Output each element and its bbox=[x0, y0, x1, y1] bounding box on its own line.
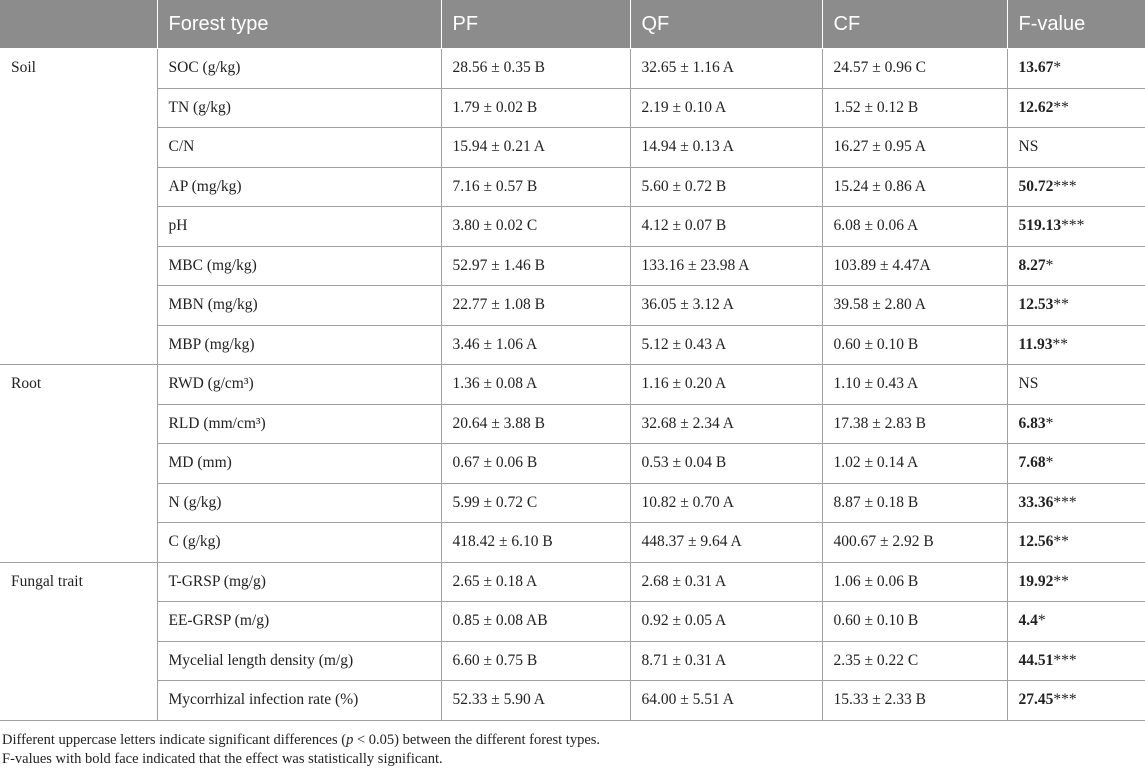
f-value: 12.53 bbox=[1018, 296, 1054, 314]
f-value-cell bbox=[1007, 602, 1145, 642]
pf-cell: 52.97 ± 1.46 B bbox=[441, 246, 630, 286]
pf-cell: 3.46 ± 1.06 A bbox=[441, 325, 630, 365]
table-row bbox=[0, 365, 1145, 405]
f-value-cell bbox=[1007, 49, 1145, 89]
header-f-value: F-value bbox=[1007, 0, 1145, 49]
significance-stars: *** bbox=[1053, 493, 1077, 511]
table-footnotes bbox=[2, 731, 600, 769]
parameter-cell: C (g/kg) bbox=[157, 523, 441, 563]
pf-cell: 1.36 ± 0.08 A bbox=[441, 365, 630, 405]
parameter-cell: C/N bbox=[157, 128, 441, 168]
f-value-cell bbox=[1007, 562, 1145, 602]
f-value-cell bbox=[1007, 286, 1145, 326]
f-value: 12.56 bbox=[1018, 533, 1054, 551]
cf-cell: 1.06 ± 0.06 B bbox=[822, 562, 1007, 602]
qf-cell: 5.60 ± 0.72 B bbox=[630, 167, 822, 207]
f-value: 11.93 bbox=[1018, 335, 1053, 353]
pf-cell: 20.64 ± 3.88 B bbox=[441, 404, 630, 444]
qf-cell: 10.82 ± 0.70 A bbox=[630, 483, 822, 523]
cf-cell: 17.38 ± 2.83 B bbox=[822, 404, 1007, 444]
cf-cell: 24.57 ± 0.96 C bbox=[822, 49, 1007, 89]
table-row bbox=[0, 641, 1145, 681]
header-pf: PF bbox=[441, 0, 630, 49]
parameter-cell: RWD (g/cm³) bbox=[157, 365, 441, 405]
f-value: 12.62 bbox=[1018, 98, 1054, 116]
parameter-cell: Mycelial length density (m/g) bbox=[157, 641, 441, 681]
cf-cell: 103.89 ± 4.47A bbox=[822, 246, 1007, 286]
table-row bbox=[0, 404, 1145, 444]
qf-cell: 133.16 ± 23.98 A bbox=[630, 246, 822, 286]
significance-stars: ** bbox=[1053, 533, 1069, 551]
table-row bbox=[0, 681, 1145, 721]
qf-cell: 36.05 ± 3.12 A bbox=[630, 286, 822, 326]
parameter-cell: EE-GRSP (m/g) bbox=[157, 602, 441, 642]
pf-cell: 15.94 ± 0.21 A bbox=[441, 128, 630, 168]
header-forest-type: Forest type bbox=[157, 0, 441, 49]
header-qf: QF bbox=[630, 0, 822, 49]
qf-cell: 32.65 ± 1.16 A bbox=[630, 49, 822, 89]
table-row bbox=[0, 207, 1145, 247]
f-value: 4.4 bbox=[1018, 612, 1038, 630]
pf-cell: 0.67 ± 0.06 B bbox=[441, 444, 630, 484]
significance-stars: *** bbox=[1061, 217, 1085, 235]
table-row bbox=[0, 483, 1145, 523]
f-value: 27.45 bbox=[1018, 691, 1054, 709]
f-value: 19.92 bbox=[1018, 572, 1054, 590]
parameter-cell: Mycorrhizal infection rate (%) bbox=[157, 681, 441, 721]
header-category bbox=[0, 0, 157, 49]
table-row bbox=[0, 49, 1145, 89]
pf-cell: 0.85 ± 0.08 AB bbox=[441, 602, 630, 642]
f-value-cell bbox=[1007, 246, 1145, 286]
qf-cell: 2.68 ± 0.31 A bbox=[630, 562, 822, 602]
table-row bbox=[0, 286, 1145, 326]
cf-cell: 8.87 ± 0.18 B bbox=[822, 483, 1007, 523]
pf-cell: 5.99 ± 0.72 C bbox=[441, 483, 630, 523]
f-value: 7.68 bbox=[1018, 454, 1046, 472]
parameter-cell: TN (g/kg) bbox=[157, 88, 441, 128]
f-value: NS bbox=[1018, 375, 1039, 393]
table-row bbox=[0, 444, 1145, 484]
cf-cell: 16.27 ± 0.95 A bbox=[822, 128, 1007, 168]
cf-cell: 15.24 ± 0.86 A bbox=[822, 167, 1007, 207]
f-value: 8.27 bbox=[1018, 256, 1046, 274]
qf-cell: 14.94 ± 0.13 A bbox=[630, 128, 822, 168]
parameter-cell: AP (mg/kg) bbox=[157, 167, 441, 207]
qf-cell: 64.00 ± 5.51 A bbox=[630, 681, 822, 721]
f-value: 50.72 bbox=[1018, 177, 1054, 195]
f-value-cell bbox=[1007, 325, 1145, 365]
significance-stars: ** bbox=[1053, 572, 1069, 590]
f-value-cell bbox=[1007, 444, 1145, 484]
table-row bbox=[0, 246, 1145, 286]
qf-cell: 448.37 ± 9.64 A bbox=[630, 523, 822, 563]
f-value-cell bbox=[1007, 523, 1145, 563]
f-value: 13.67 bbox=[1018, 59, 1054, 77]
group-label: Fungal trait bbox=[0, 562, 157, 720]
header-cf: CF bbox=[822, 0, 1007, 49]
parameter-cell: MBC (mg/kg) bbox=[157, 246, 441, 286]
significance-stars: ** bbox=[1052, 335, 1069, 353]
f-value-cell bbox=[1007, 681, 1145, 721]
f-value-cell bbox=[1007, 641, 1145, 681]
parameter-cell: T-GRSP (mg/g) bbox=[157, 562, 441, 602]
table-row bbox=[0, 562, 1145, 602]
f-value: NS bbox=[1018, 138, 1039, 156]
qf-cell: 4.12 ± 0.07 B bbox=[630, 207, 822, 247]
f-value: 33.36 bbox=[1018, 493, 1054, 511]
significance-stars: * bbox=[1045, 414, 1054, 432]
qf-cell: 8.71 ± 0.31 A bbox=[630, 641, 822, 681]
qf-cell: 2.19 ± 0.10 A bbox=[630, 88, 822, 128]
qf-cell: 0.53 ± 0.04 B bbox=[630, 444, 822, 484]
significance-stars: *** bbox=[1053, 177, 1077, 195]
f-value-cell bbox=[1007, 88, 1145, 128]
pf-cell: 7.16 ± 0.57 B bbox=[441, 167, 630, 207]
cf-cell: 39.58 ± 2.80 A bbox=[822, 286, 1007, 326]
cf-cell: 2.35 ± 0.22 C bbox=[822, 641, 1007, 681]
significance-stars: * bbox=[1053, 59, 1062, 77]
cf-cell: 400.67 ± 2.92 B bbox=[822, 523, 1007, 563]
parameter-cell: N (g/kg) bbox=[157, 483, 441, 523]
significance-stars: *** bbox=[1053, 651, 1077, 669]
table-row bbox=[0, 128, 1145, 168]
significance-stars: ** bbox=[1053, 98, 1069, 116]
parameter-cell: RLD (mm/cm³) bbox=[157, 404, 441, 444]
group-label: Soil bbox=[0, 49, 157, 365]
pf-cell: 22.77 ± 1.08 B bbox=[441, 286, 630, 326]
qf-cell: 32.68 ± 2.34 A bbox=[630, 404, 822, 444]
significance-stars: * bbox=[1045, 454, 1054, 472]
table-row bbox=[0, 523, 1145, 563]
pf-cell: 1.79 ± 0.02 B bbox=[441, 88, 630, 128]
header-row bbox=[0, 0, 1145, 49]
significance-stars: *** bbox=[1053, 691, 1077, 709]
group-label: Root bbox=[0, 365, 157, 563]
cf-cell: 15.33 ± 2.33 B bbox=[822, 681, 1007, 721]
cf-cell: 1.52 ± 0.12 B bbox=[822, 88, 1007, 128]
pf-cell: 418.42 ± 6.10 B bbox=[441, 523, 630, 563]
f-value: 519.13 bbox=[1018, 217, 1062, 235]
f-value: 6.83 bbox=[1018, 414, 1046, 432]
table-row bbox=[0, 167, 1145, 207]
table-row bbox=[0, 88, 1145, 128]
qf-cell: 1.16 ± 0.20 A bbox=[630, 365, 822, 405]
pf-cell: 2.65 ± 0.18 A bbox=[441, 562, 630, 602]
f-value-cell bbox=[1007, 207, 1145, 247]
footnote-bold: F-values with bold face indicated that the effect was statistically significant. bbox=[2, 751, 443, 767]
significance-stars: * bbox=[1037, 612, 1046, 630]
f-value: 44.51 bbox=[1018, 651, 1054, 669]
f-value-cell bbox=[1007, 404, 1145, 444]
qf-cell: 0.92 ± 0.05 A bbox=[630, 602, 822, 642]
f-value-cell bbox=[1007, 483, 1145, 523]
parameter-cell: MBP (mg/kg) bbox=[157, 325, 441, 365]
qf-cell: 5.12 ± 0.43 A bbox=[630, 325, 822, 365]
f-value-cell bbox=[1007, 128, 1145, 168]
parameter-cell: MD (mm) bbox=[157, 444, 441, 484]
cf-cell: 0.60 ± 0.10 B bbox=[822, 602, 1007, 642]
cf-cell: 6.08 ± 0.06 A bbox=[822, 207, 1007, 247]
pf-cell: 28.56 ± 0.35 B bbox=[441, 49, 630, 89]
footnote-significance: Different uppercase letters indicate significant differences (p < 0.05) between the different forest types. bbox=[2, 732, 601, 748]
parameter-cell: SOC (g/kg) bbox=[157, 49, 441, 89]
significance-stars: ** bbox=[1053, 296, 1069, 314]
f-value-cell bbox=[1007, 167, 1145, 207]
cf-cell: 0.60 ± 0.10 B bbox=[822, 325, 1007, 365]
pf-cell: 52.33 ± 5.90 A bbox=[441, 681, 630, 721]
table-row bbox=[0, 602, 1145, 642]
significance-stars: * bbox=[1045, 256, 1054, 274]
parameter-cell: MBN (mg/kg) bbox=[157, 286, 441, 326]
cf-cell: 1.02 ± 0.14 A bbox=[822, 444, 1007, 484]
pf-cell: 6.60 ± 0.75 B bbox=[441, 641, 630, 681]
table-row bbox=[0, 325, 1145, 365]
parameter-cell: pH bbox=[157, 207, 441, 247]
f-value-cell bbox=[1007, 365, 1145, 405]
cf-cell: 1.10 ± 0.43 A bbox=[822, 365, 1007, 405]
pf-cell: 3.80 ± 0.02 C bbox=[441, 207, 630, 247]
